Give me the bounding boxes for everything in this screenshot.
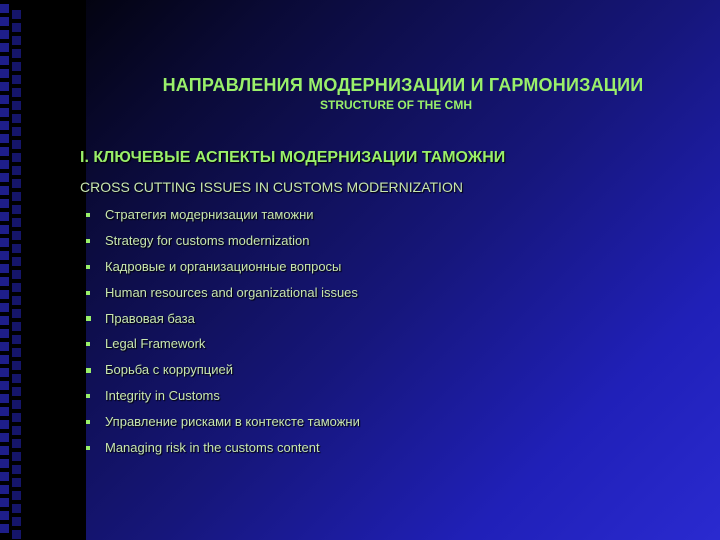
list-item bbox=[86, 279, 360, 305]
checker-square bbox=[0, 472, 9, 481]
checker-square bbox=[12, 231, 21, 240]
checker-square bbox=[0, 186, 9, 195]
checker-square bbox=[12, 296, 21, 305]
checker-square bbox=[0, 524, 9, 533]
checker-pattern bbox=[0, 0, 24, 540]
checker-square bbox=[12, 348, 21, 357]
checker-square bbox=[12, 465, 21, 474]
checker-square bbox=[0, 160, 9, 169]
square-bullet-icon bbox=[86, 291, 90, 295]
checker-square bbox=[12, 244, 21, 253]
square-bullet-icon bbox=[86, 368, 91, 373]
square-bullet-icon bbox=[86, 446, 90, 450]
bullet-text: Управление рисками в контексте таможни bbox=[105, 413, 360, 429]
section-heading: I. КЛЮЧЕВЫЕ АСПЕКТЫ МОДЕРНИЗАЦИИ ТАМОЖНИ bbox=[80, 149, 506, 166]
checker-square bbox=[0, 17, 9, 26]
checker-square bbox=[12, 23, 21, 32]
list-item bbox=[86, 331, 360, 357]
checker-square bbox=[0, 56, 9, 65]
checker-square bbox=[0, 147, 9, 156]
slide-subtitle: STRUCTURE OF THE CMH bbox=[320, 98, 472, 112]
checker-square bbox=[0, 407, 9, 416]
list-item bbox=[86, 254, 360, 280]
checker-square bbox=[12, 88, 21, 97]
checker-square bbox=[12, 517, 21, 526]
checker-square bbox=[12, 218, 21, 227]
checker-square bbox=[0, 355, 9, 364]
checker-square bbox=[12, 270, 21, 279]
checker-square bbox=[0, 433, 9, 442]
checker-square bbox=[12, 361, 21, 370]
checker-square bbox=[12, 309, 21, 318]
checker-square bbox=[0, 316, 9, 325]
checker-square bbox=[12, 205, 21, 214]
checker-square bbox=[12, 491, 21, 500]
square-bullet-icon bbox=[86, 316, 91, 321]
checker-square bbox=[0, 251, 9, 260]
checker-square bbox=[0, 121, 9, 130]
checker-square bbox=[12, 114, 21, 123]
list-item bbox=[86, 228, 360, 254]
checker-square bbox=[12, 75, 21, 84]
checker-square bbox=[12, 504, 21, 513]
checker-square bbox=[0, 108, 9, 117]
checker-square bbox=[12, 36, 21, 45]
checker-square bbox=[0, 420, 9, 429]
checker-square bbox=[0, 446, 9, 455]
checker-square bbox=[0, 173, 9, 182]
checker-square bbox=[0, 381, 9, 390]
checker-square bbox=[12, 400, 21, 409]
checker-square bbox=[12, 439, 21, 448]
bullet-text: Managing risk in the customs content bbox=[105, 439, 320, 455]
checker-square bbox=[12, 426, 21, 435]
checker-square bbox=[0, 329, 9, 338]
checker-square bbox=[12, 62, 21, 71]
checker-square bbox=[12, 153, 21, 162]
bullet-text: Legal Framework bbox=[105, 336, 206, 352]
checker-square bbox=[12, 49, 21, 58]
bullet-text: Strategy for customs modernization bbox=[105, 233, 310, 249]
checker-square bbox=[12, 387, 21, 396]
checker-square bbox=[0, 368, 9, 377]
checker-square bbox=[12, 530, 21, 539]
checker-square bbox=[0, 30, 9, 39]
checker-square bbox=[0, 238, 9, 247]
checker-square bbox=[0, 225, 9, 234]
checker-square bbox=[0, 277, 9, 286]
square-bullet-icon bbox=[86, 213, 90, 217]
checker-square bbox=[0, 212, 9, 221]
checker-square bbox=[0, 264, 9, 273]
checker-square bbox=[12, 413, 21, 422]
list-item bbox=[86, 383, 360, 409]
bullet-list bbox=[86, 202, 360, 460]
checker-square bbox=[12, 179, 21, 188]
bullet-text: Human resources and organizational issues bbox=[105, 284, 358, 300]
checker-square bbox=[0, 511, 9, 520]
checker-square bbox=[0, 459, 9, 468]
square-bullet-icon bbox=[86, 239, 90, 243]
checker-square bbox=[0, 498, 9, 507]
checker-square bbox=[12, 478, 21, 487]
checker-square bbox=[0, 4, 9, 13]
checker-square bbox=[0, 69, 9, 78]
section-subheading: CROSS CUTTING ISSUES IN CUSTOMS MODERNIZATION bbox=[80, 179, 463, 195]
checker-square bbox=[0, 199, 9, 208]
square-bullet-icon bbox=[86, 265, 90, 269]
list-item bbox=[86, 434, 360, 460]
bullet-text: Integrity in Customs bbox=[105, 387, 220, 403]
checker-square bbox=[12, 127, 21, 136]
bullet-text: Борьба с коррупцией bbox=[105, 362, 233, 378]
checker-square bbox=[0, 394, 9, 403]
checker-square bbox=[12, 10, 21, 19]
checker-square bbox=[0, 342, 9, 351]
list-item bbox=[86, 408, 360, 434]
list-item bbox=[86, 202, 360, 228]
bullet-text: Кадровые и организационные вопросы bbox=[105, 258, 342, 274]
checker-square bbox=[12, 283, 21, 292]
checker-square bbox=[12, 374, 21, 383]
checker-square bbox=[0, 82, 9, 91]
checker-square bbox=[12, 166, 21, 175]
square-bullet-icon bbox=[86, 342, 90, 346]
checker-square bbox=[0, 290, 9, 299]
list-item bbox=[86, 357, 360, 383]
checker-square bbox=[12, 257, 21, 266]
checker-square bbox=[12, 101, 21, 110]
checker-square bbox=[12, 452, 21, 461]
checker-square bbox=[12, 192, 21, 201]
bullet-text: Правовая база bbox=[105, 310, 195, 326]
checker-square bbox=[0, 95, 9, 104]
list-item bbox=[86, 305, 360, 331]
square-bullet-icon bbox=[86, 394, 90, 398]
checker-square bbox=[0, 43, 9, 52]
checker-square bbox=[0, 134, 9, 143]
bullet-text: Стратегия модернизации таможни bbox=[105, 207, 314, 223]
checker-square bbox=[12, 322, 21, 331]
checker-square bbox=[0, 303, 9, 312]
checker-square bbox=[12, 335, 21, 344]
slide-title: НАПРАВЛЕНИЯ МОДЕРНИЗАЦИИ И ГАРМОНИЗАЦИИ bbox=[162, 75, 644, 95]
checker-square bbox=[0, 485, 9, 494]
checker-square bbox=[12, 140, 21, 149]
square-bullet-icon bbox=[86, 420, 90, 424]
